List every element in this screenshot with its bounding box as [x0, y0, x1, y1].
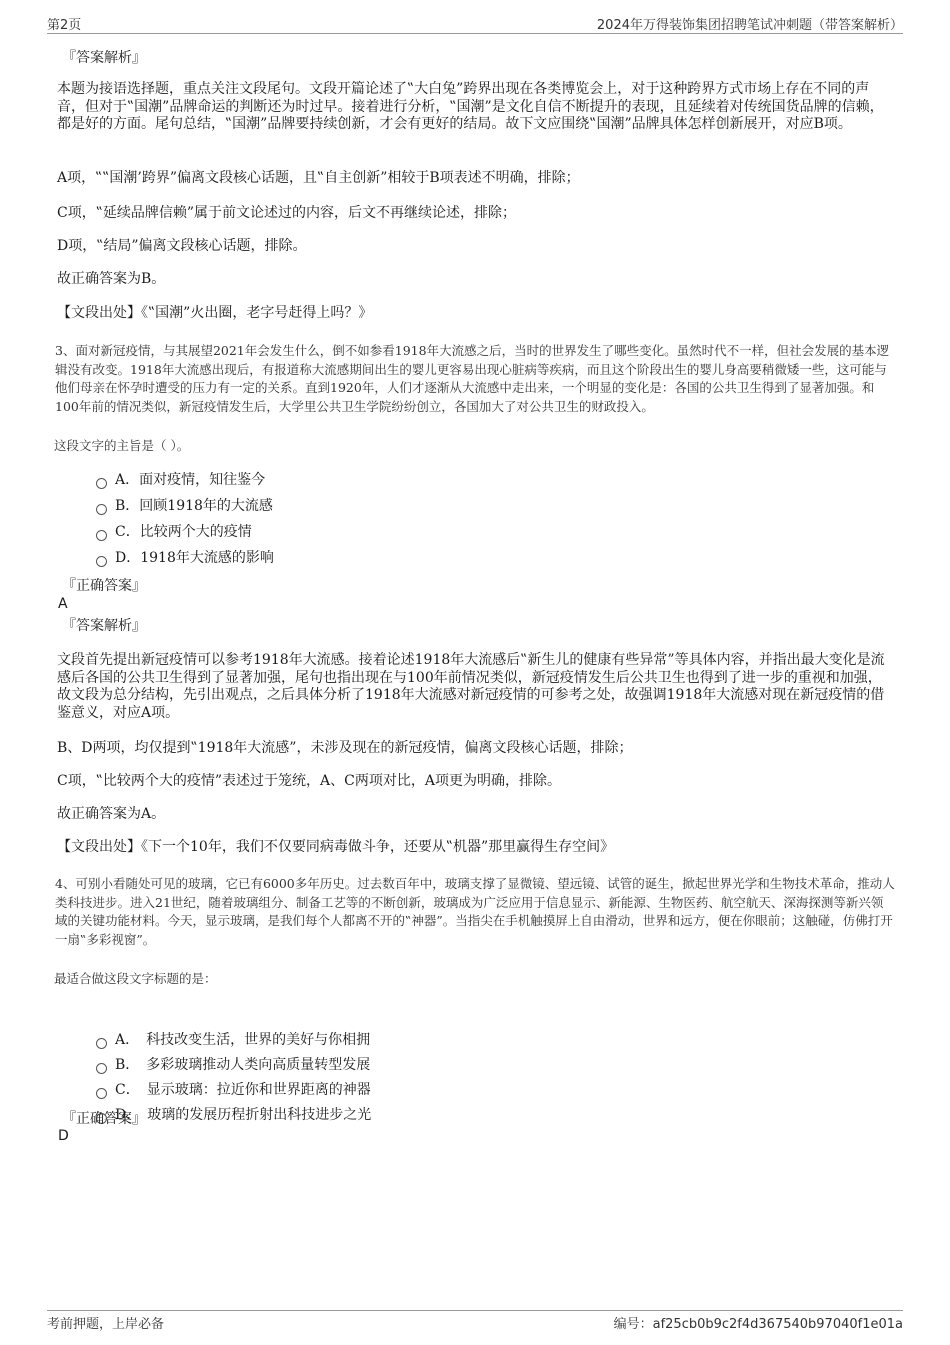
footer-divider	[47, 1310, 903, 1311]
q3-option-d-label: D．1918年大流感的影响	[115, 550, 274, 566]
q2-source: 【文段出处】《‟国潮”火出圈，老字号赶得上吗？》	[57, 305, 373, 321]
q3-option-c[interactable]	[96, 522, 252, 542]
q2-analysis-text: 本题为接语选择题，重点关注文段尾句。文段开篇论述了‟大白兔”跨界出现在各类博览会上，对于这种跨界方式市场上存在不同的声音，但对于‟国潮”品牌命运的判断还为时过早。接着进行分析，‟国潮”是文化自信不断提升的表现，且延续着对传统国货品牌的信赖，都是好的方面。尾句总结，‟国潮”品牌要持续创新，才会有更好的结局。故下文应围绕‟国潮”品牌具体怎样创新展开，对应B项。	[57, 81, 884, 132]
q3-option-d[interactable]	[96, 548, 274, 568]
q3-answer: A	[58, 596, 68, 612]
page-footer	[47, 1313, 903, 1333]
q3-option-c-note: C项，‟比较两个大的疫情”表述过于笼统，A、C两项对比，A项更为明确，排除。	[57, 773, 561, 789]
q3-source: 【文段出处】《下一个10年，我们不仅要同病毒做斗争，还要从‟机器”那里赢得生存空间》	[57, 839, 615, 855]
q4-question: 最适合做这段文字标题的是：	[54, 971, 217, 986]
q3-option-bd-note: B、D两项，均仅提到‟1918年大流感”，未涉及现在的新冠疫情，偏离文段核心话题，排除；	[57, 740, 633, 756]
q2-conclusion: 故正确答案为B。	[57, 271, 166, 287]
q3-option-c-label: C．比较两个大的疫情	[115, 524, 252, 540]
q3-analysis-text: 文段首先提出新冠疫情可以参考1918年大流感。接着论述1918年大流感后‟新生儿的健康有些异常”等具体内容，并指出最大变化是流感后各国的公共卫生得到了显著加强，尾句也指出现在与100年前情况类似，新冠疫情发生后公共卫生也得到了进一步的重视和加强，故文段为总分结构，先引出观点，之后具体分析了1918年大流感对新冠疫情的可参考之处，故强调1918年大流感对现在新冠疫情的借鉴意义，对应A项。	[57, 652, 885, 721]
radio-icon[interactable]	[96, 556, 107, 567]
q3-option-a[interactable]	[96, 470, 265, 490]
q3-option-a-label: A．面对疫情，知往鉴今	[115, 472, 266, 488]
q2-analysis-label: 『答案解析』	[62, 50, 146, 66]
q3-option-b-label: B．回顾1918年的大流感	[115, 498, 273, 514]
radio-icon[interactable]	[96, 504, 107, 515]
q3-passage: 3、面对新冠疫情，与其展望2021年会发生什么，倒不如参看1918年大流感之后，当时的世界发生了哪些变化。虽然时代不一样，但社会发展的基本逻辑没有改变。1918年大流感出现后，有报道称大流感期间出生的婴儿更容易出现心脏病等疾病，而且这个阶段出生的婴儿身高要稍微矮一些，这可能与他们母亲在怀孕时遭受的压力有一定的关系。直到1920年，人们才逐渐从大流感中走出来，一个明显的变化是：各国的公共卫生得到了显著加强。和100年前的情况类似，新冠疫情发生后，大学里公共卫生学院纷纷创立，各国加大了对公共卫生的财政投入。	[55, 343, 890, 414]
q3-answer-label: 『正确答案』	[62, 578, 146, 594]
radio-icon[interactable]	[96, 530, 107, 541]
radio-icon[interactable]	[96, 1038, 107, 1049]
q4-option-c[interactable]	[96, 1080, 371, 1100]
header-divider	[47, 33, 903, 34]
q2-option-c-note: C项，‟延续品牌信赖”属于前文论述过的内容，后文不再继续论述，排除；	[57, 205, 517, 221]
q4-option-d-label: D． 玻璃的发展历程折射出科技进步之光	[115, 1107, 372, 1123]
q3-analysis-label: 『答案解析』	[62, 618, 146, 634]
q3-conclusion: 故正确答案为A。	[57, 806, 166, 822]
q4-option-c-label: C． 显示玻璃：拉近你和世界距离的神器	[115, 1082, 371, 1098]
page-number: 第2页	[47, 18, 82, 33]
q4-option-a-label: A． 科技改变生活，世界的美好与你相拥	[115, 1032, 371, 1048]
radio-icon[interactable]	[96, 1088, 107, 1099]
q4-answer: D	[58, 1128, 69, 1144]
q4-passage: 4、可别小看随处可见的玻璃，它已有6000多年历史。过去数百年中，玻璃支撑了显微镜、望远镜、试管的诞生，掀起世界光学和生物技术革命，推动人类科技进步。进入21世纪，随着玻璃组分、制备工艺等的不断创新，玻璃成为广泛应用于信息显示、新能源、生物医药、航空航天、深海探测等新兴领域的关键功能材料。今天，显示玻璃，是我们每个人都离不开的‟神器”。当指尖在手机触摸屏上自由滑动，世界和远方，便在你眼前；这触碰，仿佛打开一扇‟多彩视窗”。	[55, 876, 895, 947]
q4-option-b-label: B． 多彩玻璃推动人类向高质量转型发展	[115, 1057, 371, 1073]
document-title: 2024年万得装饰集团招聘笔试冲刺题（带答案解析）	[596, 18, 903, 33]
q3-question: 这段文字的主旨是（ ）。	[54, 438, 190, 453]
q3-option-b[interactable]	[96, 496, 273, 516]
document-code: 编号：af25cb0b9c2f4d367540b97040f1e01a	[613, 1317, 903, 1332]
q2-option-d-note: D项，‟结局”偏离文段核心话题，排除。	[57, 238, 307, 254]
page-header	[47, 14, 903, 34]
radio-icon[interactable]	[96, 1063, 107, 1074]
q4-answer-label: 『正确答案』	[62, 1111, 146, 1127]
q2-option-a-note: A项，‟‟国潮’跨界”偏离文段核心话题，且‟自主创新”相较于B项表述不明确，排除；	[57, 170, 580, 186]
q4-option-a[interactable]	[96, 1030, 370, 1050]
footer-slogan: 考前押题，上岸必备	[47, 1317, 165, 1332]
radio-icon[interactable]	[96, 478, 107, 489]
q4-option-b[interactable]	[96, 1055, 370, 1075]
